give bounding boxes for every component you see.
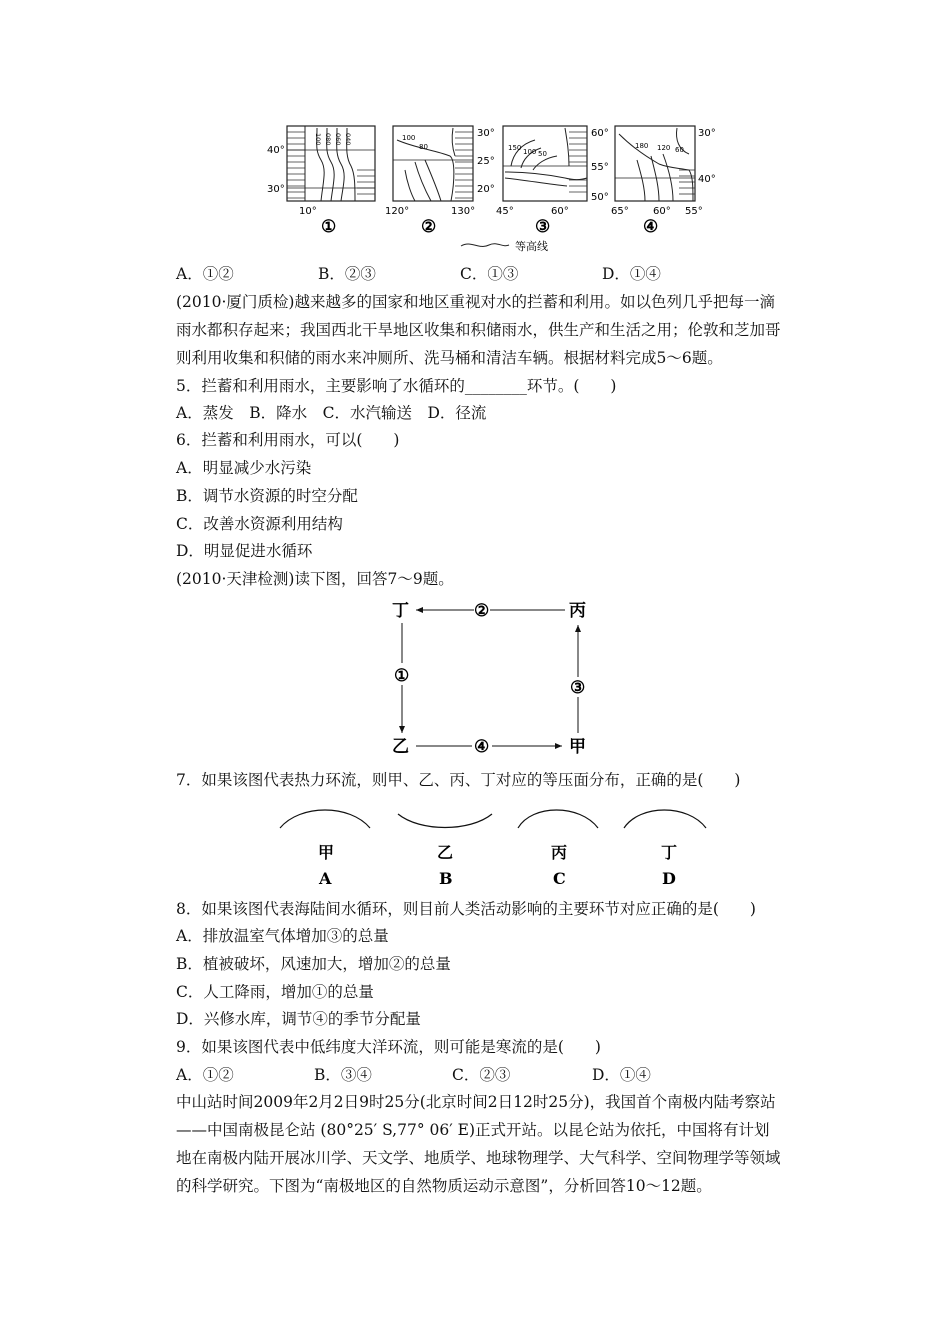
corner-top-left: 丁 (392, 601, 409, 621)
svg-text:080: 080 (324, 133, 332, 146)
svg-text:30°: 30° (698, 128, 716, 139)
corner-top-right: 丙 (569, 601, 586, 621)
svg-text:等高线: 等高线 (515, 240, 548, 253)
svg-text:A: A (319, 869, 332, 888)
svg-text:丙: 丙 (551, 843, 568, 862)
q7-choice-c[interactable] (518, 810, 598, 888)
svg-text:040: 040 (344, 133, 352, 146)
svg-text:45°: 45° (496, 206, 514, 217)
svg-text:④: ④ (643, 217, 659, 237)
q9-option-d[interactable]: D．①④ (592, 1066, 651, 1084)
q7-stem: 7．如果该图代表热力环流，则甲、乙、丙、丁对应的等压面分布，正确的是( ) (176, 771, 741, 789)
q9-option-b[interactable]: B．③④ (314, 1066, 372, 1084)
intro-questions-10-12 (176, 1088, 781, 1200)
svg-text:30°: 30° (267, 184, 285, 195)
map-panel-3 (496, 126, 609, 237)
svg-text:乙: 乙 (437, 843, 454, 862)
q8-option-c[interactable]: C．人工降雨，增加①的总量 (176, 983, 374, 1001)
q6-option-d[interactable]: D．明显促进水循环 (176, 542, 313, 560)
q9-stem: 9．如果该图代表中低纬度大洋环流，则可能是寒流的是( ) (176, 1038, 601, 1056)
svg-text:60°: 60° (653, 206, 671, 217)
q6-option-b[interactable]: B．调节水资源的时空分配 (176, 487, 358, 505)
svg-text:丁: 丁 (661, 843, 678, 862)
arrow-label-top: ② (474, 601, 490, 621)
intro-questions-5-6 (176, 288, 781, 372)
svg-text:180: 180 (635, 142, 649, 150)
arrow-label-bottom: ④ (474, 737, 490, 757)
q9-option-c[interactable]: C．②③ (452, 1066, 511, 1084)
corner-bottom-right: 甲 (569, 737, 586, 757)
q4-option-c[interactable]: C．①③ (460, 265, 519, 283)
svg-text:40°: 40° (698, 174, 716, 185)
svg-text:C: C (553, 869, 566, 888)
q9-options (176, 1065, 651, 1085)
svg-text:①: ① (321, 217, 337, 237)
cycle-diagram (380, 595, 600, 760)
svg-text:60°: 60° (591, 128, 609, 139)
q6-stem: 6．拦蓄和利用雨水，可以( ) (176, 431, 400, 449)
q6-option-a[interactable]: A．明显减少水污染 (176, 459, 312, 477)
intro-10-12-text: 中山站时间2009年2月2日9时25分(北京时间2日12时25分)，我国首个南极内陆考察站——中国南极昆仑站 (80°25′ S,77° 06′ E)正式开站。以昆仑站为依托，中国将有计划地在南极内陆开展冰川学、天文学、地质学、地球物理学、大气科学、空间物理学等领域的科学研究。下图为“南极地区的自然物质运动示意图”，分析回答10～12题。 (176, 1093, 781, 1195)
q5-stem: 5．拦蓄和利用雨水，主要影响了水循环的________环节。( ) (176, 377, 617, 395)
svg-text:100: 100 (523, 148, 537, 156)
svg-text:100: 100 (402, 134, 416, 142)
map-panel-1 (267, 126, 375, 237)
q7-isobar-choices (270, 800, 720, 895)
map-panel-4 (611, 126, 716, 237)
q8-option-d[interactable]: D．兴修水库，调节④的季节分配量 (176, 1010, 421, 1028)
q8-stem: 8．如果该图代表海陆间水循环，则目前人类活动影响的主要环节对应正确的是( ) (176, 900, 756, 918)
corner-bottom-left: 乙 (392, 737, 409, 757)
svg-text:060: 060 (334, 133, 342, 146)
svg-text:55°: 55° (685, 206, 703, 217)
q8-option-a[interactable]: A．排放温室气体增加③的总量 (176, 927, 389, 945)
svg-text:25°: 25° (477, 156, 495, 167)
q4-option-a[interactable]: A．①② (176, 265, 234, 283)
svg-text:50°: 50° (591, 192, 609, 203)
svg-text:120: 120 (657, 144, 671, 152)
svg-text:②: ② (421, 217, 437, 237)
intro-questions-7-9: (2010·天津检测)读下图，回答7～9题。 (176, 570, 454, 588)
svg-text:130°: 130° (451, 206, 476, 217)
arrow-label-right: ③ (570, 678, 586, 698)
svg-text:100: 100 (314, 133, 322, 146)
svg-text:60°: 60° (551, 206, 569, 217)
q7-choice-a[interactable] (280, 810, 370, 888)
svg-text:50: 50 (538, 150, 547, 158)
q9-option-a[interactable]: A．①② (176, 1066, 234, 1084)
contour-maps-figure (265, 120, 725, 258)
svg-text:40°: 40° (267, 145, 285, 156)
svg-text:D: D (662, 869, 676, 888)
intro-5-6-text: (2010·厦门质检)越来越多的国家和地区重视对水的拦蓄和利用。如以色列几乎把每一滴雨水都积存起来；我国西北干旱地区收集和积储雨水，供生产和生活之用；伦敦和芝加哥则利用收集和积储的雨水来冲厕所、洗马桶和清洁车辆。根据材料完成5～6题。 (176, 293, 781, 367)
q7-choice-b[interactable] (398, 814, 492, 888)
svg-text:60: 60 (675, 146, 684, 154)
q6-option-c[interactable]: C．改善水资源利用结构 (176, 515, 343, 533)
svg-text:③: ③ (535, 217, 551, 237)
svg-text:20°: 20° (477, 184, 495, 195)
svg-text:120°: 120° (385, 206, 410, 217)
svg-text:10°: 10° (299, 206, 317, 217)
svg-text:30°: 30° (477, 128, 495, 139)
q5-options[interactable]: A．蒸发 B．降水 C．水汽输送 D．径流 (176, 404, 487, 422)
q8-option-b[interactable]: B．植被破坏，风速加大，增加②的总量 (176, 955, 451, 973)
map-panel-2 (385, 126, 495, 237)
svg-text:B: B (439, 869, 453, 888)
q4-option-b[interactable]: B．②③ (318, 265, 376, 283)
q7-choice-d[interactable] (624, 810, 706, 888)
svg-text:甲: 甲 (318, 843, 335, 862)
svg-text:150: 150 (508, 144, 522, 152)
svg-text:65°: 65° (611, 206, 629, 217)
arrow-label-left: ① (394, 666, 410, 686)
q4-option-d[interactable]: D．①④ (602, 265, 661, 283)
q4-options (176, 264, 661, 284)
map-legend (461, 239, 548, 253)
svg-text:55°: 55° (591, 162, 609, 173)
svg-text:80: 80 (419, 143, 428, 151)
